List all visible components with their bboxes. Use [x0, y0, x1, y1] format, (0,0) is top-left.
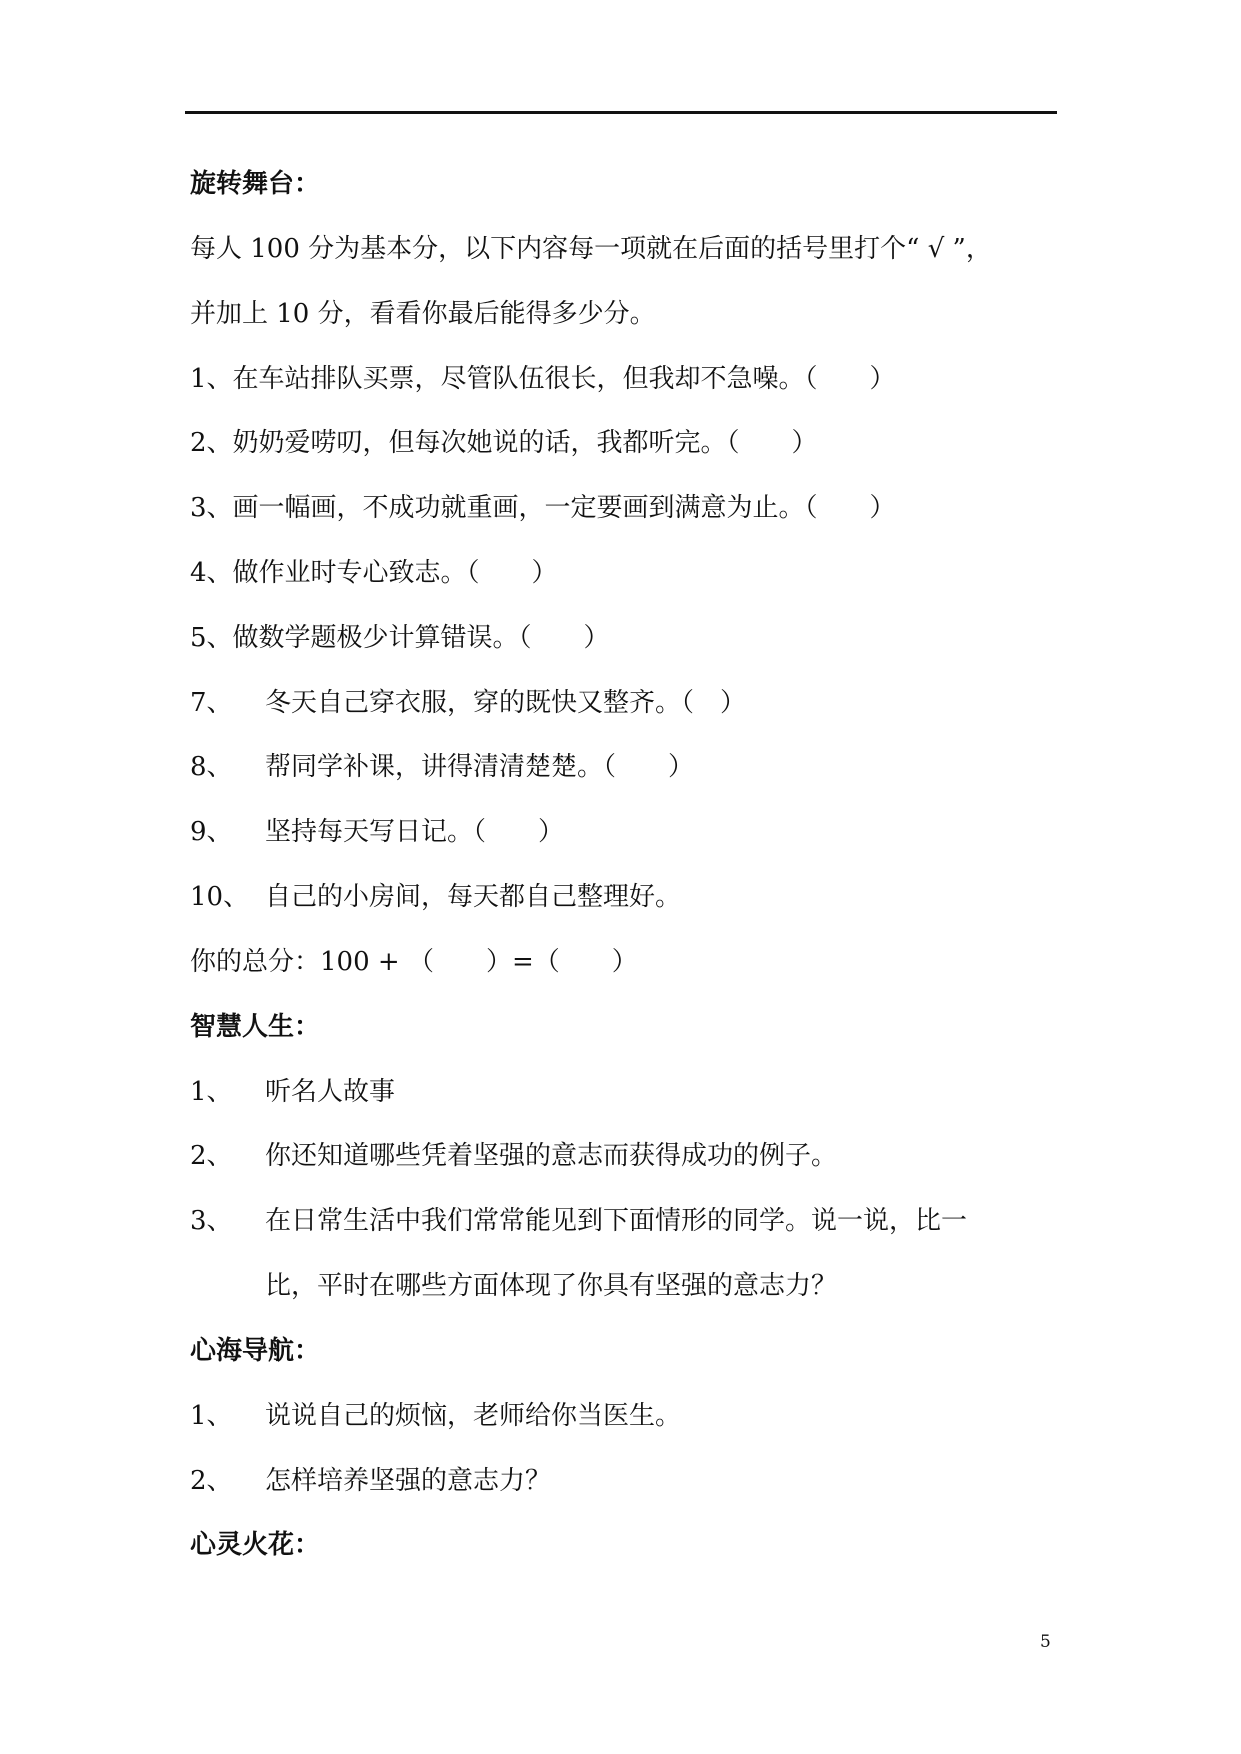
- checklist-item-3: 3、画一幅画，不成功就重画，一定要画到满意为止。（ ）: [190, 493, 896, 523]
- total-score-line: 你的总分：100 + （ ）=（ ）: [190, 947, 638, 977]
- item-text: 冬天自己穿衣服，穿的既快又整齐。（ ）: [265, 688, 747, 718]
- item-text: 听名人故事: [265, 1077, 396, 1107]
- item-text: 在日常生活中我们常常能见到下面情形的同学。说一说，比一: [265, 1206, 968, 1236]
- intro-line-1: 每人 100 分为基本分，以下内容每一项就在后面的括号里打个“ √ ”，: [190, 234, 992, 264]
- wise-life-item-2: [190, 1138, 837, 1174]
- item-number: 1、: [190, 1401, 233, 1431]
- section-title-soul-spark: 心灵火花：: [190, 1530, 321, 1560]
- item-number: 2、: [190, 1141, 233, 1171]
- item-number: 3、: [190, 1206, 233, 1236]
- item-number: 1、: [190, 1077, 233, 1107]
- item-text: 帮同学补课，讲得清清楚楚。（ ）: [265, 752, 695, 782]
- checklist-item-10: [190, 879, 681, 915]
- checklist-item-8: [190, 749, 694, 785]
- section-title-rotating-stage: 旋转舞台：: [190, 169, 321, 199]
- item-number: 9、: [190, 817, 233, 847]
- item-text: 说说自己的烦恼，老师给你当医生。: [265, 1401, 682, 1431]
- wise-life-item-3-continuation: 比，平时在哪些方面体现了你具有坚强的意志力？: [265, 1271, 838, 1301]
- item-number: 7、: [190, 688, 233, 718]
- page-number: 5: [1040, 1632, 1051, 1652]
- item-number: 2、: [190, 1466, 233, 1496]
- item-number: 8、: [190, 752, 233, 782]
- item-text: 坚持每天写日记。（ ）: [265, 817, 565, 847]
- navigation-item-1: [190, 1398, 681, 1434]
- navigation-item-2: [190, 1463, 551, 1499]
- item-number: 10、: [190, 882, 250, 912]
- wise-life-item-1: [190, 1074, 395, 1110]
- checklist-item-5: 5、做数学题极少计算错误。（ ）: [190, 623, 610, 653]
- checklist-item-1: 1、在车站排队买票，尽管队伍很长，但我却不急噪。（ ）: [190, 364, 896, 394]
- checklist-item-4: 4、做作业时专心致志。（ ）: [190, 558, 558, 588]
- header-rule: [185, 111, 1057, 114]
- item-text: 自己的小房间，每天都自己整理好。: [265, 882, 682, 912]
- intro-line-2: 并加上 10 分，看看你最后能得多少分。: [190, 299, 656, 329]
- checklist-item-7: [190, 685, 746, 721]
- checklist-item-9: [190, 814, 564, 850]
- item-text: 你还知道哪些凭着坚强的意志而获得成功的例子。: [265, 1141, 838, 1171]
- section-title-heart-navigation: 心海导航：: [190, 1336, 321, 1366]
- checklist-item-2: 2、奶奶爱唠叨，但每次她说的话，我都听完。（ ）: [190, 428, 818, 458]
- section-title-wise-life: 智慧人生：: [190, 1012, 321, 1042]
- wise-life-item-3: [190, 1203, 967, 1239]
- item-text: 怎样培养坚强的意志力？: [265, 1466, 552, 1496]
